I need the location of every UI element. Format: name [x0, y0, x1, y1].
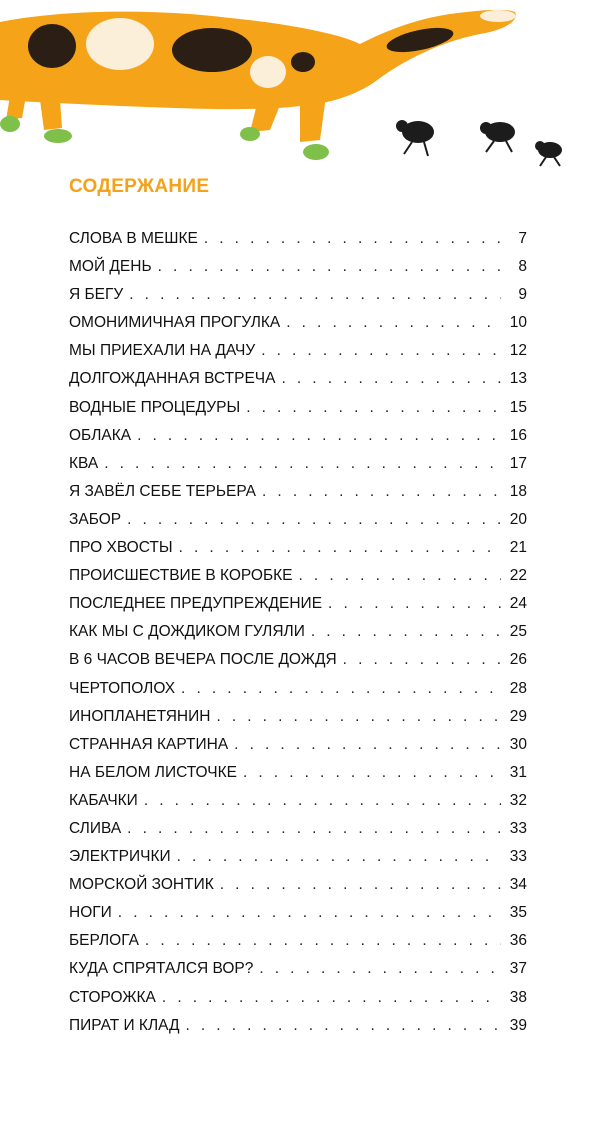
toc-entry-page: 7 [518, 230, 527, 247]
toc-entry [69, 904, 527, 932]
toc-dot-leader [243, 764, 501, 782]
cat-leg-back-2 [300, 96, 326, 142]
toc-entry [69, 876, 527, 904]
toc-dot-leader [137, 427, 501, 445]
toc-dot-leader [261, 342, 501, 360]
toc-entry-page: 22 [509, 567, 527, 585]
toc-dot-leader [177, 848, 501, 866]
toc-heading: СОДЕРЖАНИЕ [69, 176, 210, 197]
toc-dot-leader [259, 960, 501, 978]
toc-entry-page: 12 [509, 342, 527, 360]
toc-dot-leader [127, 511, 501, 529]
cat-leg-mid [40, 100, 62, 130]
toc-entry-page: 9 [518, 286, 527, 304]
toc-entry [69, 848, 527, 876]
toc-entry-title: СТРАННАЯ КАРТИНА [69, 735, 229, 753]
toc-entry-title: Я ЗАВЁЛ СЕБЕ ТЕРЬЕРА [69, 482, 257, 500]
toc-entry-page: 37 [509, 960, 527, 978]
toc-entry-title: НОГИ [69, 904, 112, 922]
toc-entry [69, 708, 527, 736]
toc-dot-leader [234, 736, 501, 754]
cat-and-birds-illustration [0, 0, 600, 175]
toc-entry-title: СЛИВА [69, 819, 122, 837]
toc-dot-leader [299, 567, 502, 585]
toc-entry-page: 13 [509, 370, 527, 388]
toc-entry [69, 764, 527, 792]
toc-entry-title: ПИРАТ И КЛАД [69, 1016, 180, 1034]
toc-entry [69, 989, 527, 1017]
toc-entry-page: 18 [509, 482, 527, 500]
cat-sock [240, 127, 260, 141]
toc-entry-page: 26 [509, 651, 527, 669]
toc-dot-leader [104, 455, 501, 473]
bird [535, 141, 562, 166]
toc-entry [69, 455, 527, 483]
toc-dot-leader [181, 680, 501, 698]
toc-entry-title: ВОДНЫЕ ПРОЦЕДУРЫ [69, 398, 241, 416]
toc-entry-title: КУДА СПРЯТАЛСЯ ВОР? [69, 960, 254, 978]
toc-entry-page: 33 [509, 819, 527, 837]
toc-dot-leader [220, 876, 501, 894]
toc-entry [69, 427, 527, 455]
toc-entry [69, 595, 527, 623]
toc-entry-page: 17 [509, 454, 527, 472]
toc-entry-title: МОЙ ДЕНЬ [69, 258, 152, 276]
toc-entry-title: НА БЕЛОМ ЛИСТОЧКЕ [69, 763, 237, 781]
cat-patch [250, 56, 286, 88]
toc-dot-leader [127, 820, 501, 838]
toc-entry [69, 932, 527, 960]
toc-dot-leader [129, 286, 501, 304]
toc-entry-title: ЧЕРТОПОЛОХ [69, 679, 176, 697]
toc-entry [69, 539, 527, 567]
bird [396, 120, 434, 156]
cat-spot [28, 24, 76, 68]
toc-entry-page: 16 [509, 426, 527, 444]
cat-sock [0, 116, 20, 132]
toc-dot-leader [343, 651, 501, 669]
toc-entry-title: БЕРЛОГА [69, 932, 139, 950]
toc-entry-page: 30 [509, 735, 527, 753]
toc-entry-page: 39 [509, 1016, 527, 1034]
toc-entry [69, 792, 527, 820]
toc-dot-leader [281, 370, 501, 388]
toc-entry [69, 1017, 527, 1045]
toc-entry [69, 736, 527, 764]
toc-entry-page: 38 [509, 988, 527, 1006]
toc-dot-leader [158, 258, 501, 276]
toc-entry-page: 34 [509, 876, 527, 894]
toc-entry-page: 28 [509, 679, 527, 697]
toc-list [69, 230, 527, 1045]
toc-entry-page: 36 [509, 932, 527, 950]
cat-sock [303, 144, 329, 160]
toc-entry [69, 623, 527, 651]
toc-entry-title: КАК МЫ С ДОЖДИКОМ ГУЛЯЛИ [69, 623, 305, 641]
toc-entry [69, 342, 527, 370]
toc-entry [69, 230, 527, 258]
toc-entry-page: 10 [509, 314, 527, 332]
toc-entry-page: 25 [509, 623, 527, 641]
toc-dot-leader [204, 230, 501, 248]
toc-entry [69, 258, 527, 286]
toc-dot-leader [262, 483, 501, 501]
toc-entry-title: МОРСКОЙ ЗОНТИК [69, 876, 214, 894]
toc-entry-title: ДОЛГОЖДАННАЯ ВСТРЕЧА [69, 370, 276, 388]
toc-entry [69, 960, 527, 988]
toc-entry-title: ОБЛАКА [69, 426, 132, 444]
toc-dot-leader [216, 708, 501, 726]
toc-entry-title: ПРО ХВОСТЫ [69, 539, 173, 557]
cat-sock [44, 129, 72, 143]
toc-entry-page: 8 [518, 258, 527, 276]
toc-entry [69, 370, 527, 398]
toc-entry-title: СЛОВА В МЕШКЕ [69, 230, 198, 247]
toc-entry-page: 35 [509, 904, 527, 922]
toc-entry-title: СТОРОЖКА [69, 988, 156, 1006]
toc-entry-title: КВА [69, 454, 99, 472]
toc-entry-page: 20 [509, 510, 527, 528]
toc-dot-leader [246, 399, 501, 417]
cat-spot [172, 28, 252, 72]
toc-entry [69, 399, 527, 427]
toc-entry [69, 680, 527, 708]
toc-dot-leader [162, 989, 501, 1007]
cat-illustration [0, 10, 516, 160]
toc-dot-leader [185, 1017, 501, 1035]
toc-entry [69, 567, 527, 595]
toc-entry-page: 24 [509, 595, 527, 613]
toc-dot-leader [144, 792, 501, 810]
toc-dot-leader [286, 314, 501, 332]
toc-dot-leader [145, 932, 501, 950]
toc-entry [69, 286, 527, 314]
cat-spot [291, 52, 315, 72]
toc-entry-title: ОМОНИМИЧНАЯ ПРОГУЛКА [69, 314, 281, 332]
toc-entry [69, 511, 527, 539]
toc-entry-page: 15 [509, 398, 527, 416]
toc-entry-title: В 6 ЧАСОВ ВЕЧЕРА ПОСЛЕ ДОЖДЯ [69, 651, 337, 669]
toc-dot-leader [179, 539, 501, 557]
toc-entry-page: 33 [509, 848, 527, 866]
toc-entry-title: МЫ ПРИЕХАЛИ НА ДАЧУ [69, 342, 256, 360]
toc-entry-title: ПОСЛЕДНЕЕ ПРЕДУПРЕЖДЕНИЕ [69, 595, 323, 613]
toc-entry-page: 31 [509, 763, 527, 781]
toc-entry-page: 21 [509, 539, 527, 557]
toc-dot-leader [328, 595, 501, 613]
toc-entry [69, 483, 527, 511]
toc-dot-leader [311, 623, 501, 641]
toc-entry-page: 29 [509, 707, 527, 725]
toc-entry-title: КАБАЧКИ [69, 791, 138, 809]
toc-entry-title: ПРОИСШЕСТВИЕ В КОРОБКЕ [69, 567, 293, 585]
toc-entry-page: 32 [509, 791, 527, 809]
cat-patch [86, 18, 154, 70]
toc-entry-title: ИНОПЛАНЕТЯНИН [69, 707, 211, 725]
toc-entry [69, 820, 527, 848]
bird [480, 122, 515, 152]
toc-entry-title: ЗАБОР [69, 510, 122, 528]
toc-dot-leader [118, 904, 501, 922]
toc-entry [69, 651, 527, 679]
cat-patch [480, 10, 516, 22]
toc-entry-title: Я БЕГУ [69, 286, 124, 304]
toc-entry-title: ЭЛЕКТРИЧКИ [69, 848, 171, 866]
birds-illustration [396, 120, 562, 166]
toc-entry [69, 314, 527, 342]
